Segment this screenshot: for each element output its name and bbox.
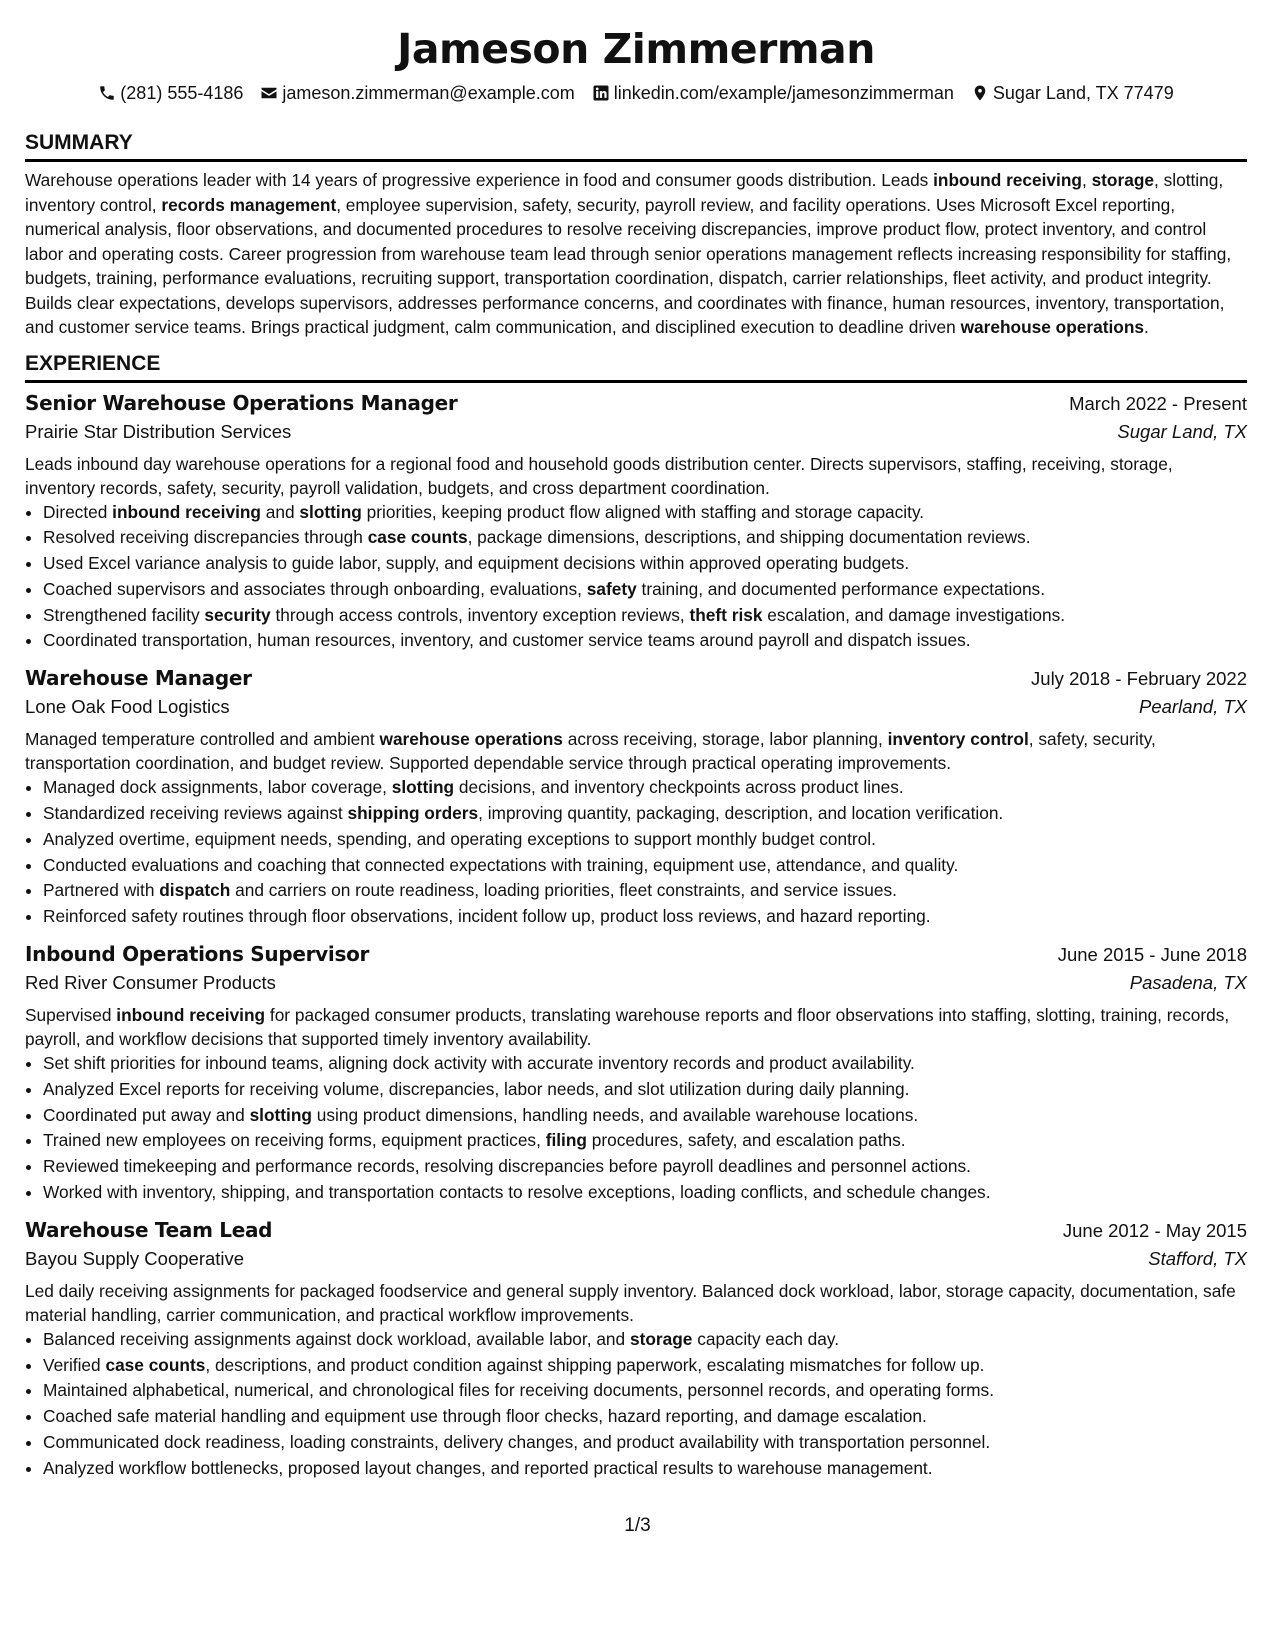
job-entry [25,389,1247,655]
bullet-item: • Maintained alphabetical, numerical, and chronological files for receiving documents, personnel records, and operating forms. [43,1378,1247,1404]
bullet-item: • Coordinated transportation, human resources, inventory, and customer service teams around payroll and dispatch issues. [43,628,1247,654]
job-description: Supervised inbound receiving for packaged consumer products, translating warehouse reports and floor observations into staffing, slotting, training, records, payroll, and workflow decisions that supported timely inventory availability. [25,1005,1230,1050]
bullet-item: • Verified case counts, descriptions, and product condition against shipping paperwork, escalating mismatches for follow up. [43,1353,1247,1379]
contact-linkedin[interactable] [592,81,954,105]
job-location: Stafford, TX [1148,1247,1247,1269]
bullet-item: • Coached safe material handling and equipment use through floor checks, hazard reporting, and damage escalation. [43,1404,1247,1430]
job-title: Inbound Operations Supervisor [25,942,370,967]
job-bullets [25,500,1247,655]
job-dates: July 2018 - February 2022 [1031,668,1247,690]
bullet-item: • Standardized receiving reviews against shipping orders, improving quantity, packaging, description, and location verification. [43,801,1247,827]
company-name: Prairie Star Distribution Services [25,420,292,442]
job-dates: June 2015 - June 2018 [1057,944,1247,966]
bullet-item: • Coordinated put away and slotting using product dimensions, handling needs, and available warehouse locations. [43,1103,1247,1129]
bullet-item: • Reviewed timekeeping and performance records, resolving discrepancies before payroll deadlines and personnel actions. [43,1154,1247,1180]
job-dates: March 2022 - Present [1069,392,1247,414]
job-title: Warehouse Manager [25,666,252,691]
contact-bar [25,81,1247,105]
contact-location [971,81,1174,105]
resume-page [25,0,1247,1482]
job-bullets [25,1051,1247,1206]
job-location: Pearland, TX [1139,696,1247,718]
job-entry [25,940,1247,1206]
location-text: Sugar Land, TX 77479 [992,83,1174,103]
phone-number: (281) 555-4186 [120,83,244,103]
bullet-item: • Trained new employees on receiving forms, equipment practices, filing procedures, safety, and escalation paths. [43,1128,1247,1154]
bullet-item: • Used Excel variance analysis to guide labor, supply, and equipment decisions within approved operating budgets. [43,551,1247,577]
contact-email[interactable] [260,81,574,105]
map-marker-icon [971,84,989,102]
experience-list [25,389,1247,1482]
job-entry [25,664,1247,930]
summary-heading: SUMMARY [25,129,1247,162]
envelope-icon [260,84,278,102]
company-name: Bayou Supply Cooperative [25,1247,245,1269]
job-description: Leads inbound day warehouse operations for a regional food and household goods distribution center. Directs supervisors, staffing, receiving, storage, inventory records, safety, security, payroll validation, budgets, and cross department coordination. [25,453,1173,498]
phone-icon [98,84,116,102]
job-description: Led daily receiving assignments for packaged foodservice and general supply inventory. Balanced dock workload, labor, storage capacity, documentation, safe material handling, carrier communication, and practical workflow improvements. [25,1280,1236,1325]
bullet-item: • Reinforced safety routines through floor observations, incident follow up, product loss reviews, and hazard reporting. [43,904,1247,930]
bullet-item: • Communicated dock readiness, loading constraints, delivery changes, and product availability with transportation personnel. [43,1430,1247,1456]
candidate-name: Jameson Zimmerman [397,25,875,73]
company-name: Lone Oak Food Logistics [25,696,230,718]
page-number: 1/3 [624,1515,651,1536]
job-description: Managed temperature controlled and ambient warehouse operations across receiving, storage, labor planning, inventory control, safety, security, transportation coordination, and budget review. Supported dependable service through practical operating improvements. [25,729,1156,774]
job-bullets [25,775,1247,930]
job-title: Senior Warehouse Operations Manager [25,390,458,415]
job-location: Pasadena, TX [1129,972,1247,994]
bullet-item: • Resolved receiving discrepancies through case counts, package dimensions, descriptions, and shipping documentation reviews. [43,525,1247,551]
bullet-item: • Coached supervisors and associates through onboarding, evaluations, safety training, and documented performance expectations. [43,577,1247,603]
job-entry [25,1216,1247,1482]
company-name: Red River Consumer Products [25,972,276,994]
bullet-item: • Analyzed overtime, equipment needs, spending, and operating exceptions to support monthly budget control. [43,827,1247,853]
linkedin-icon [592,84,610,102]
linkedin-url: linkedin.com/example/jamesonzimmerman [613,83,954,103]
job-location: Sugar Land, TX [1117,420,1247,442]
job-dates: June 2012 - May 2015 [1062,1219,1247,1241]
bullet-item: • Partnered with dispatch and carriers on route readiness, loading priorities, fleet constraints, and service issues. [43,878,1247,904]
email-address: jameson.zimmerman@example.com [282,83,575,103]
job-bullets [25,1327,1247,1482]
bullet-item: • Analyzed Excel reports for receiving volume, discrepancies, labor needs, and slot utilization during daily planning. [43,1077,1247,1103]
bullet-item: • Worked with inventory, shipping, and transportation contacts to resolve exceptions, loading conflicts, and schedule changes. [43,1180,1247,1206]
bullet-item: • Analyzed workflow bottlenecks, proposed layout changes, and reported practical results to warehouse management. [43,1456,1247,1482]
bullet-item: • Directed inbound receiving and slotting priorities, keeping product flow aligned with staffing and storage capacity. [43,500,1247,526]
experience-heading: EXPERIENCE [25,350,1247,383]
contact-phone[interactable] [98,81,243,105]
bullet-item: • Balanced receiving assignments against dock workload, available labor, and storage capacity each day. [43,1327,1247,1353]
bullet-item: • Strengthened facility security through access controls, inventory exception reviews, theft risk escalation, and damage investigations. [43,603,1247,629]
job-title: Warehouse Team Lead [25,1217,273,1242]
summary-text: Warehouse operations leader with 14 years of progressive experience in food and consumer goods distribution. Leads inbound receiving, storage, slotting, inventory control, records management, employee supervision, safety, security, payroll review, and facility operations. Uses Microsoft Excel reporting, numerical analysis, floor observations, and documented procedures to resolve receiving discrepancies, improve product flow, protect inventory, and control labor and operating costs. Career progression from warehouse team lead through senior operations management reflects increasing responsibility for staffing, budgets, training, performance evaluations, recruiting support, transportation coordination, dispatch, carrier relationships, fleet activity, and product integrity. Builds clear expectations, develops supervisors, addresses performance concerns, and coordinates with finance, human resources, inventory, transportation, and customer service teams. Brings practical judgment, calm communication, and disciplined execution to deadline driven warehouse operations. [25,170,1232,337]
bullet-item: • Managed dock assignments, labor coverage, slotting decisions, and inventory checkpoints across product lines. [43,775,1247,801]
bullet-item: • Set shift priorities for inbound teams, aligning dock activity with accurate inventory records and product availability. [43,1051,1247,1077]
bullet-item: • Conducted evaluations and coaching that connected expectations with training, equipment use, attendance, and quality. [43,853,1247,879]
